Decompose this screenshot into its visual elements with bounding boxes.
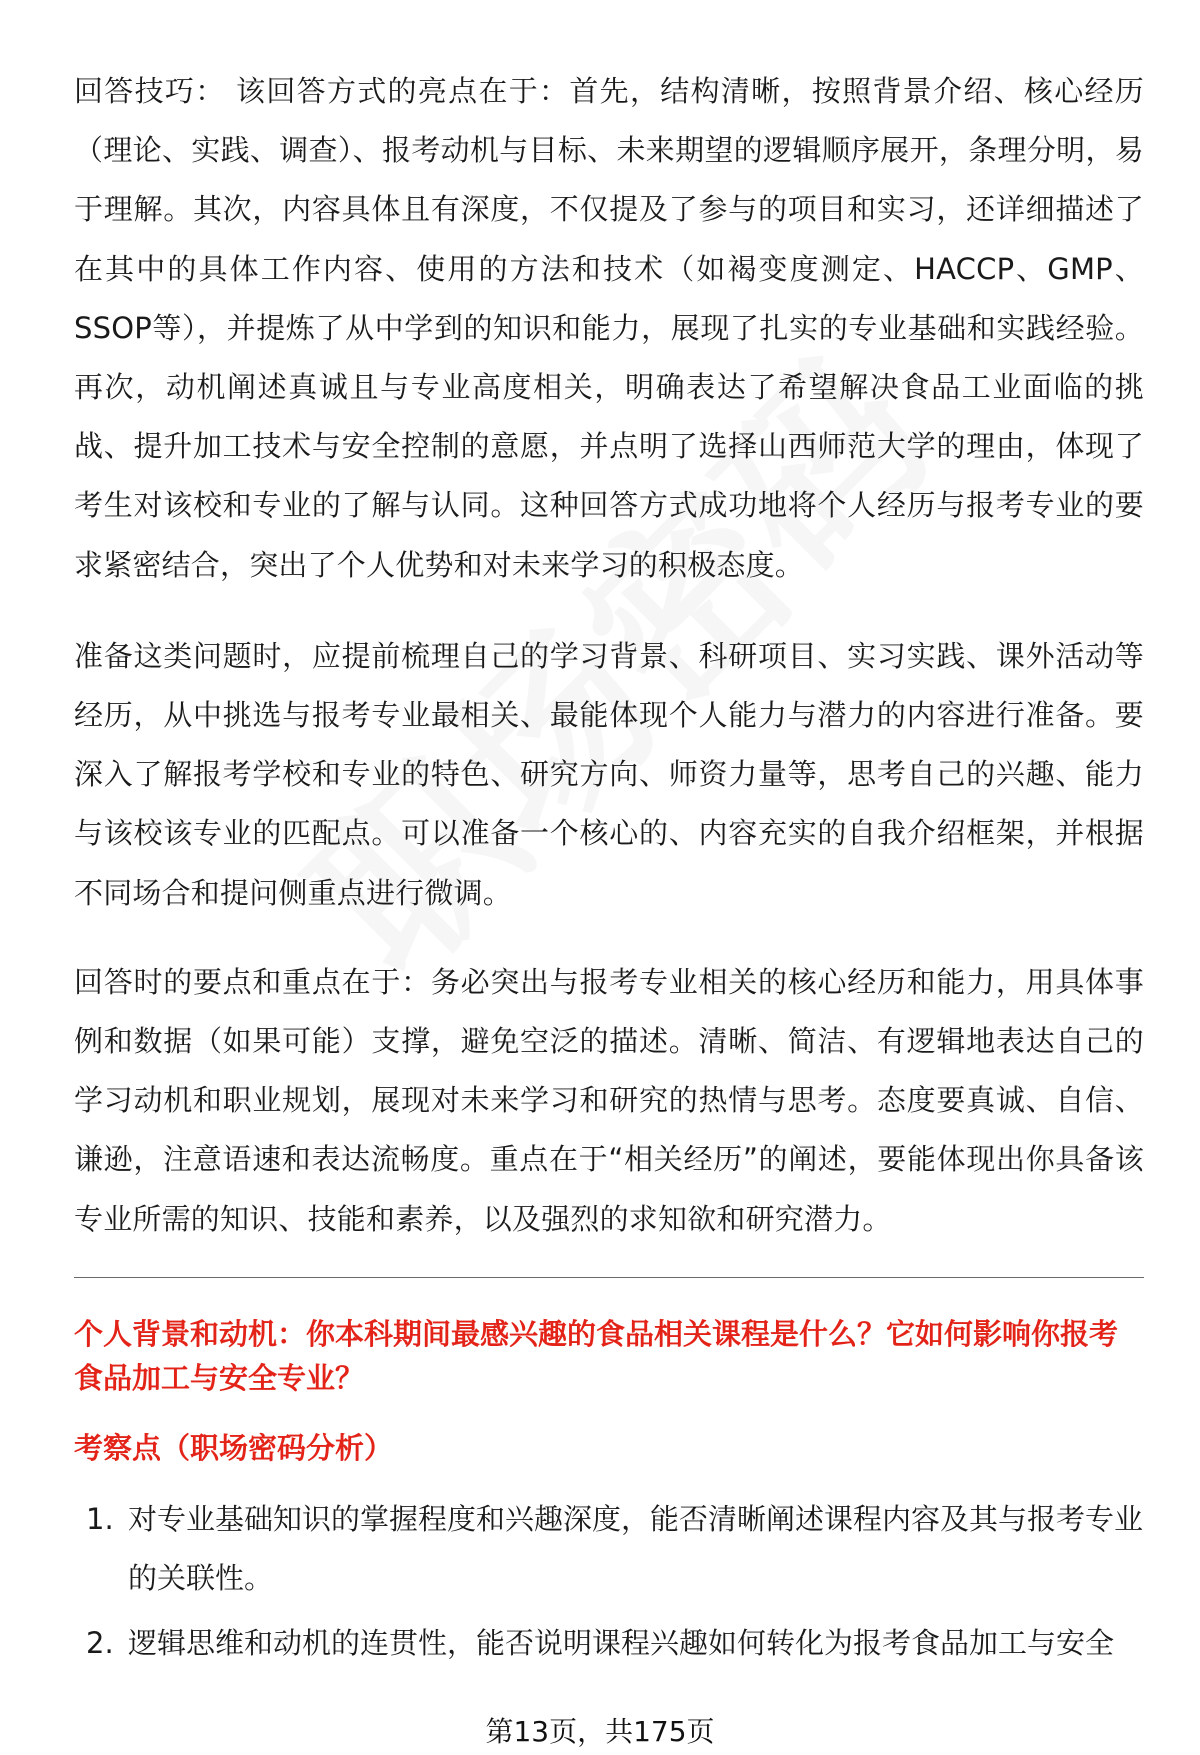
section-divider <box>74 1277 1144 1278</box>
list-item <box>74 1490 1144 1608</box>
list-item-number: 1. <box>86 1501 114 1536</box>
list-item-text: 逻辑思维和动机的连贯性，能否说明课程兴趣如何转化为报考食品加工与安全 <box>128 1626 1115 1661</box>
key-points-paragraph: 回答时的要点和重点在于：务必突出与报考专业相关的核心经历和能力，用具体事例和数据（如果可能）支撑，避免空泛的描述。清晰、简洁、有逻辑地表达自己的学习动机和职业规划，展现对未来学习和研究的热情与思考。态度要真诚、自信、谦逊，注意语速和表达流畅度。重点在于“相关经历”的阐述，要能体现出你具备该专业所需的知识、技能和素养，以及强烈的求知欲和研究潜力。 <box>74 964 1144 1236</box>
answer-tips-paragraph: 回答技巧： 该回答方式的亮点在于：首先，结构清晰，按照背景介绍、核心经历（理论、实践、调查）、报考动机与目标、未来期望的逻辑顺序展开，条理分明，易于理解。其次，内容具体且有深度，不仅提及了参与的项目和实习，还详细描述了在其中的具体工作内容、使用的方法和技术（如褐变度测定、HACCP、GMP、SSOP等），并提炼了从中学到的知识和能力，展现了扎实的专业基础和实践经验。再次，动机阐述真诚且与专业高度相关，明确表达了希望解决食品工业面临的挑战、提升加工技术与安全控制的意愿，并点明了选择山西师范大学的理由，体现了考生对该校和专业的了解与认同。这种回答方式成功地将个人经历与报考专业的要求紧密结合，突出了个人优势和对未来学习的积极态度。 <box>74 74 1144 582</box>
question-heading: 个人背景和动机：你本科期间最感兴趣的食品相关课程是什么？它如何影响你报考食品加工与安全专业？ <box>74 1316 1119 1395</box>
points-list <box>74 1490 1144 1674</box>
section-title: 考察点（职场密码分析） <box>74 1430 394 1465</box>
document-page <box>74 62 1144 1679</box>
list-item-text: 对专业基础知识的掌握程度和兴趣深度，能否清晰阐述课程内容及其与报考专业的关联性。 <box>128 1501 1144 1596</box>
list-item <box>74 1614 1144 1673</box>
page-number-footer: 第13页，共175页 <box>0 1712 1200 1752</box>
preparation-paragraph: 准备这类问题时，应提前梳理自己的学习背景、科研项目、实习实践、课外活动等经历，从中挑选与报考专业最相关、最能体现个人能力与潜力的内容进行准备。要深入了解报考学校和专业的特色、研究方向、师资力量等，思考自己的兴趣、能力与该校该专业的匹配点。可以准备一个核心的、内容充实的自我介绍框架，并根据不同场合和提问侧重点进行微调。 <box>74 638 1144 910</box>
list-item-number: 2. <box>86 1626 114 1661</box>
